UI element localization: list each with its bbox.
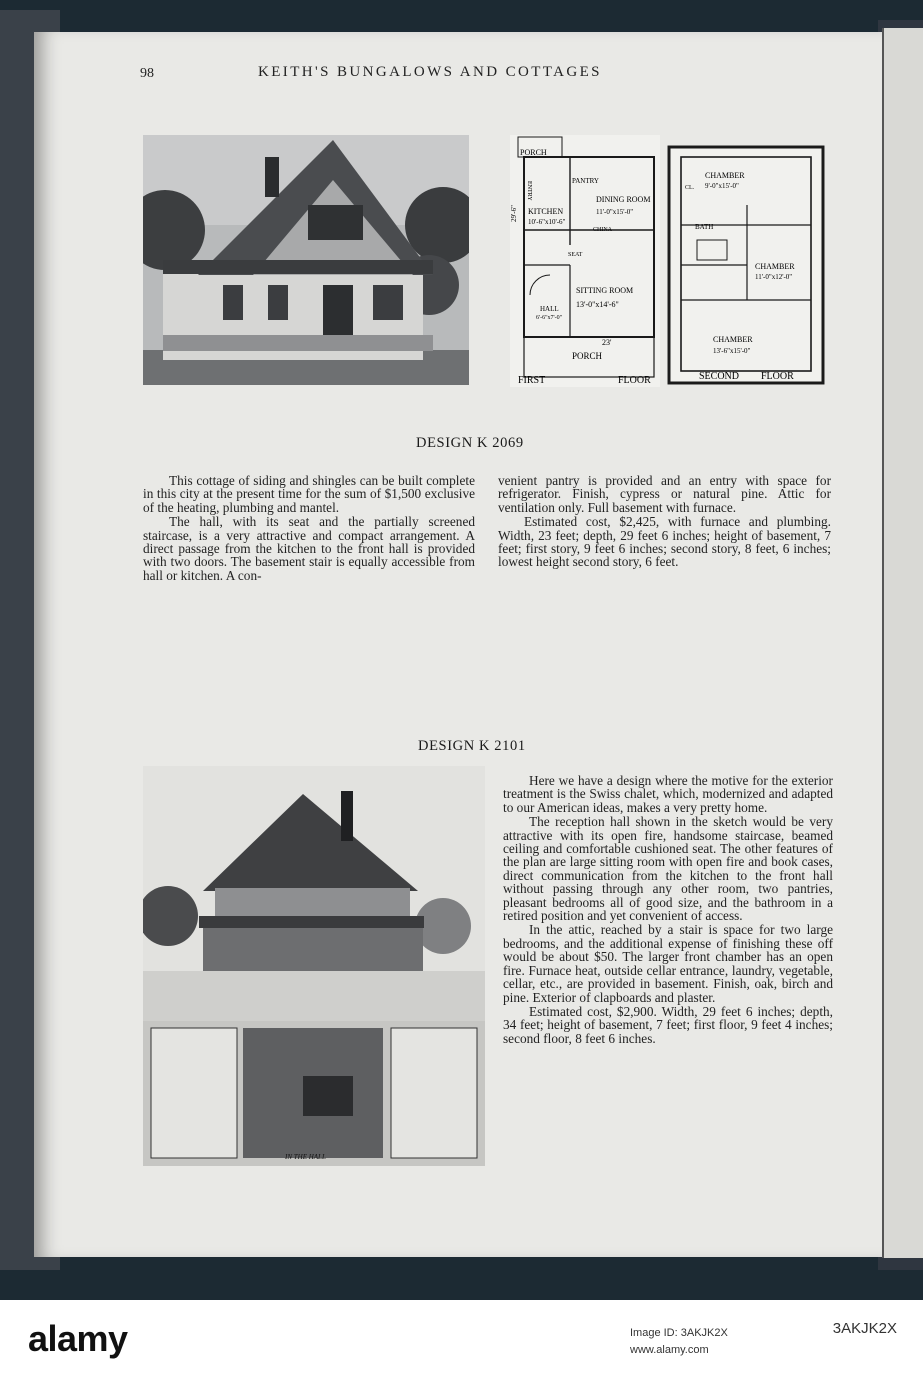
first-floor-dining-label: DINING ROOM — [596, 195, 651, 204]
first-floor-kitchen-size: 10'-6"x10'-6" — [528, 218, 566, 226]
second-floor-chamber3-label: CHAMBER — [713, 335, 753, 344]
watermark-image-id: 3AKJK2X — [832, 1320, 897, 1337]
first-floor-pantry-label: PANTRY — [572, 177, 599, 185]
design-k2069-paragraph: The hall, with its seat and the partially screened staircase, is a very attractive and compact arrangement. A direct passage from the kitchen to the front hall is provided with two doors. The basement stair is equally accessible from hall or kitchen. A con- — [143, 514, 475, 583]
second-floor-chamber1-size: 9'-0"x15'-0" — [705, 182, 739, 190]
first-floor-hall-label: HALL — [540, 305, 559, 313]
design-k2101-column — [503, 774, 833, 1046]
design-k2101-illustration — [143, 766, 485, 1166]
first-floor-sitting-label: SITTING ROOM — [576, 286, 634, 295]
design-k2101-title: DESIGN K 2101 — [418, 738, 526, 754]
first-floor-seat-label: SEAT — [568, 252, 583, 258]
second-floor-caption-right: FLOOR — [761, 371, 794, 382]
next-page-edge — [882, 28, 923, 1258]
first-floor-width-label: 23' — [602, 338, 612, 347]
design-k2069-paragraph: venient pantry is provided and an entry with space for refrigerator. Finish, cypress or natural pine. Attic for ventilation only. Full basement with furnace. — [498, 473, 831, 515]
design-k2069-paragraph: Estimated cost, $2,425, with furnace and plumbing. Width, 23 feet; depth, 29 feet 6 inches; height of basement, 7 feet; first story, 9 feet 6 inches; second story, 8 feet, 6 inches; lowest height second story, 6 feet. — [498, 514, 831, 570]
design-k2069-first-floor-plan — [510, 135, 660, 387]
first-floor-caption-left: FIRST — [518, 375, 546, 386]
design-k2101-paragraph: In the attic, reached by a stair is space for two large bedrooms, and the additional expense of finishing these off would be about $50. The larger front chamber has an open fire. Furnace heat, outside cellar entrance, laundry, vegetable, cellar, etc., are provided in basement. Finish, oak, birch and pine. Exterior of clapboards and plaster. — [503, 922, 833, 1005]
second-floor-chamber2-label: CHAMBER — [755, 262, 795, 271]
design-k2069-left-column — [143, 474, 475, 583]
design-k2101-paragraph: The reception hall shown in the sketch would be very attractive with its open fire, handsome staircase, beamed ceiling and comfortable cushioned seat. The other features of the plan are large sitting room with open fire and book cases, direct communication from the kitchen to the front hall without passing through any other room, two pantries, pleasant bedrooms all of good size, and the bathroom in a retired position and yet convenient of access. — [503, 814, 833, 924]
design-k2069-title: DESIGN K 2069 — [416, 435, 524, 451]
watermark-image-id-line: Image ID: 3AKJK2X — [630, 1327, 728, 1339]
first-floor-entry-label: ENTRY — [526, 181, 532, 201]
first-floor-dining-size: 11'-0"x15'-0" — [596, 208, 634, 216]
page-number: 98 — [140, 66, 154, 81]
running-head: KEITH'S BUNGALOWS AND COTTAGES — [258, 64, 602, 80]
watermark-logo: alamy — [28, 1318, 128, 1359]
watermark-url-line: www.alamy.com — [630, 1344, 709, 1356]
first-floor-depth-label: 29'-6" — [510, 205, 518, 222]
watermark-footer-bar — [0, 1300, 923, 1390]
second-floor-chamber1-label: CHAMBER — [705, 171, 745, 180]
design-k2069-second-floor-plan — [667, 145, 825, 385]
second-floor-chamber3-size: 13'-6"x15'-0" — [713, 347, 751, 355]
design-k2069-right-column — [498, 474, 831, 570]
design-k2069-paragraph: This cottage of siding and shingles can be built complete in this city at the present time for the sum of $1,500 exclusive of the heating, plumbing and mantel. — [143, 473, 475, 515]
design-k2069-photo — [143, 135, 469, 385]
hall-caption: IN THE HALL — [285, 1153, 326, 1161]
second-floor-closet-label: CL. — [685, 185, 695, 191]
first-floor-china-label: CHINA — [593, 227, 612, 233]
first-floor-sitting-size: 13'-0"x14'-6" — [576, 300, 619, 309]
design-k2101-paragraph: Estimated cost, $2,900. Width, 29 feet 6 inches; depth, 34 feet; height of basement, 7 feet; first floor, 9 feet 4 inches; second floor, 8 feet 6 inches. — [503, 1003, 833, 1046]
first-floor-kitchen-label: KITCHEN — [528, 207, 564, 216]
second-floor-chamber2-size: 11'-0"x12'-0" — [755, 273, 793, 281]
design-k2101-paragraph: Here we have a design where the motive for the exterior treatment is the Swiss chalet, which, modernized and adapted to our American ideas, makes a very pretty home. — [503, 773, 833, 815]
second-floor-caption-left: SECOND — [699, 371, 740, 382]
watermark-meta — [630, 1325, 728, 1359]
first-floor-caption-right: FLOOR — [618, 375, 651, 386]
second-floor-bath-label: BATH — [695, 223, 714, 231]
first-floor-hall-size: 6'-6"x7'-0" — [536, 315, 563, 321]
first-floor-porch-label: PORCH — [572, 351, 603, 361]
first-floor-porch-top-label: PORCH — [520, 148, 547, 157]
